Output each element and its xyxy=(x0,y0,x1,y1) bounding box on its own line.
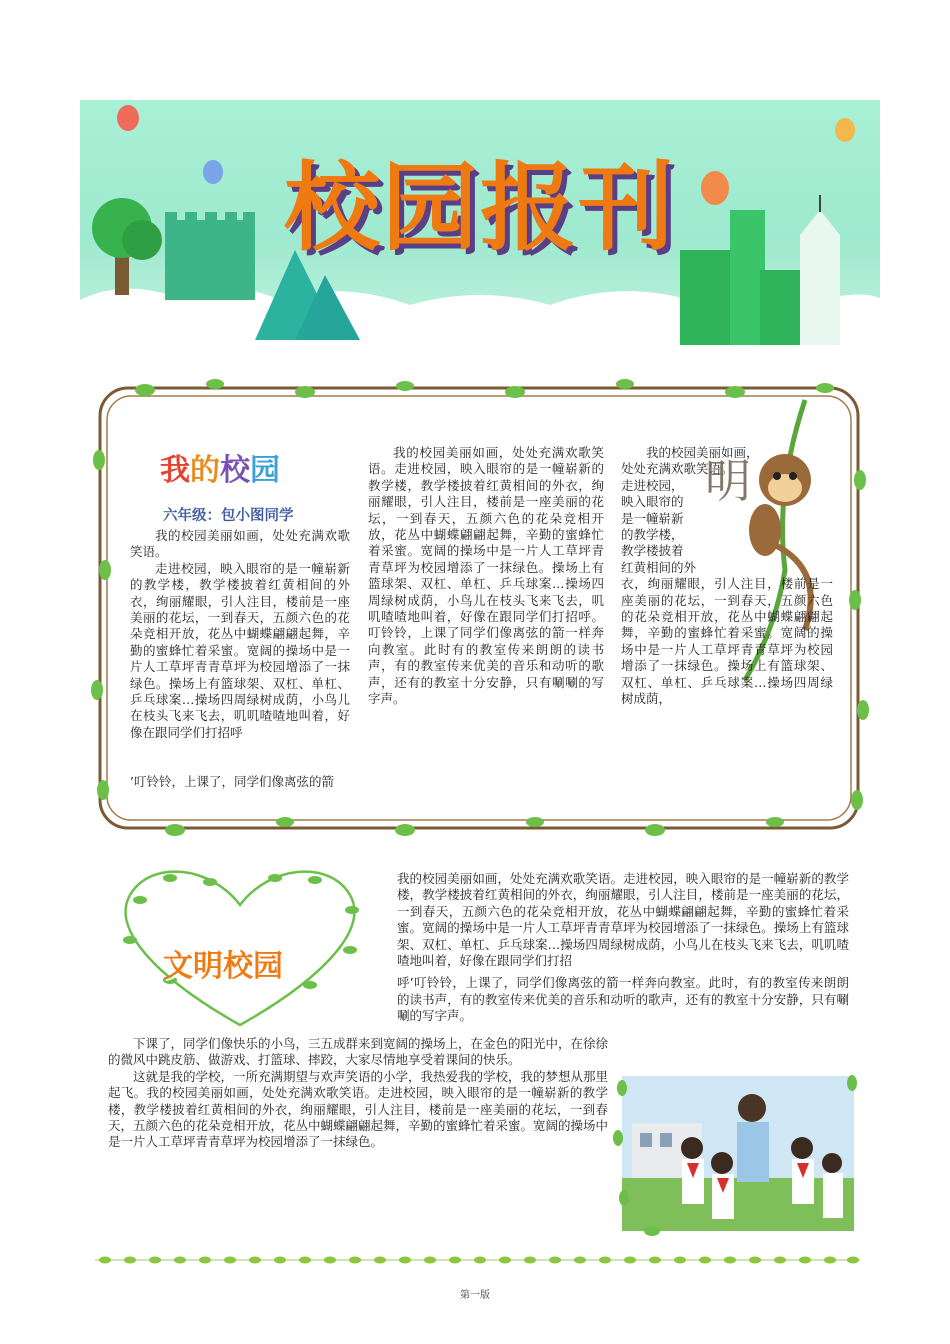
section-2-left-text xyxy=(108,1036,608,1151)
text-line: 教学楼披着 xyxy=(621,543,684,559)
heading-char: 校 xyxy=(220,453,250,488)
section-2-right-text xyxy=(397,871,849,1025)
text-line: 我的校园美丽如画， xyxy=(646,445,759,460)
paragraph: 我的校园美丽如画，处处充满欢歌笑语。走进校园，映入眼帘的是一幢崭新的教学楼，教学楼披着红黄相间的外衣，绚丽耀眼，引人注目，楼前是一座美丽的花坛，一到春天，五颜六色的花朵竞相开放，花丛中蝴蝶翩翩起舞，辛勤的蜜蜂忙着采蜜。宽阔的操场中是一片人工草坪青青草坪为校园增添了一抹绿色。操场上有篮球架、双杠、单杠、乒乓球案…操场四周绿树成荫，小鸟儿在枝头飞来飞去，叽叽喳喳地叫着，好像在跟同学们打招呼。叮铃铃，上课了同学们像离弦的箭一样奔向教室。此时有的教室传来朗朗的读书声，有的教室传来优美的音乐和动听的歌声，还有的教室十分安静，只有唰唰的写字声。 xyxy=(368,445,604,707)
column-2-text xyxy=(368,445,604,708)
overlay-character: 明 xyxy=(705,454,751,508)
byline: 六年级：包小图同学 xyxy=(163,508,294,524)
paragraph: 衣，绚丽耀眼，引人注目，楼前是一座美丽的花坛，一到春天，五颜六色的花朵竞相开放，花丛中蝴蝶翩翩起舞，辛勤的蜜蜂忙着采蜜。宽阔的操场中是一片人工草坪青青草坪为校园增添了一抹绿色。操场上有篮球架、双杠、单杠、乒乓球案…操场四周绿树成荫， xyxy=(621,576,833,707)
text-line: 的教学楼， xyxy=(621,527,684,543)
heading-char: 的 xyxy=(190,453,220,488)
header-banner xyxy=(80,100,880,355)
text-line: 是一幢崭新 xyxy=(621,510,684,526)
text-line: 走进校园， xyxy=(621,477,684,493)
title-char: 校 xyxy=(284,152,382,264)
paragraph: 这就是我的学校，一所充满期望与欢声笑语的小学，我热爱我的学校，我的梦想从那里起飞。我的校园美丽如画，处处充满欢歌笑语。走进校园，映入眼帘的是一幢崭新的教学楼，教学楼披着红黄相间的外衣，绚丽耀眼，引人注目，楼前是一座美丽的花坛，一到春天，五颜六色的花朵竞相开放，花丛中蝴蝶翩翩起舞，辛勤的蜜蜂忙着采蜜。宽阔的操场中是一片人工草坪青青草坪为校园增添了一抹绿色。 xyxy=(108,1068,609,1150)
paragraph: 下课了，同学们像快乐的小鸟，三五成群来到宽阔的操场上，在金色的阳光中，在徐徐的微风中跳皮筋、做游戏、打篮球、摔跤，大家尽情地享受着课间的快乐。 xyxy=(108,1036,609,1068)
paragraph: 呼’叮铃铃，上课了，同学们像离弦的箭一样奔向教室。此时，有的教室传来朗朗的读书声，有的教室传来优美的音乐和动听的歌声，还有的教室十分安静，只有唰唰的写字声。 xyxy=(397,975,849,1024)
page-title xyxy=(270,152,690,264)
paragraph: 我的校园美丽如画，处处充满欢歌笑语。 xyxy=(130,528,350,560)
paragraph: 走进校园，映入眼帘的是一幢崭新的教学楼，教学楼披着红黄相间的外衣，绚丽耀眼，引人注目，楼前是一座美丽的花坛，一到春天，五颜六色的花朵竞相开放，花丛中蝴蝶翩翩起舞，辛勤的蜜蜂忙着采蜜。宽阔的操场中是一片人工草坪青青草坪为校园增添了一抹绿色。操场上有篮球架、双杠、单杠、乒乓球案…操场四周绿树成荫，小鸟儿在枝头飞来飞去，叽叽喳喳地叫着，好像在跟同学们打招呼 xyxy=(130,560,350,740)
column-1-text xyxy=(130,528,350,741)
heading-char: 园 xyxy=(250,453,280,488)
text-line: 红黄相间的外 xyxy=(621,559,697,575)
paragraph: 我的校园美丽如画，处处充满欢歌笑语。走进校园，映入眼帘的是一幢崭新的教学楼，教学楼披着红黄相间的外衣，绚丽耀眼，引人注目，楼前是一座美丽的花坛，一到春天，五颜六色的花朵竞相开放，花丛中蝴蝶翩翩起舞，辛勤的蜜蜂忙着采蜜。宽阔的操场中是一片人工草坪青青草坪为校园增添了一抹绿色。操场上有篮球架、双杠、单杠、乒乓球案…操场四周绿树成荫，小鸟儿在枝头飞来飞去，叽叽喳喳地叫着，好像在跟同学们打招 xyxy=(397,871,849,969)
title-char: 园 xyxy=(382,152,480,264)
text-line: 处处充满欢歌笑语。 xyxy=(621,461,734,477)
section-heading-my-campus xyxy=(160,445,280,489)
title-char: 报 xyxy=(480,152,578,264)
heading-char: 我 xyxy=(160,453,190,488)
text-line: 映入眼帘的 xyxy=(621,494,684,510)
column-1-tail: ’叮铃铃，上课了，同学们像离弦的箭 xyxy=(130,774,334,789)
students-photo xyxy=(612,1068,860,1236)
leaf-border xyxy=(95,1250,860,1270)
section-heading-civilized-campus: 文明校园 xyxy=(163,949,283,984)
page-label: 第一版 xyxy=(460,1290,490,1301)
title-char: 刊 xyxy=(578,152,676,264)
